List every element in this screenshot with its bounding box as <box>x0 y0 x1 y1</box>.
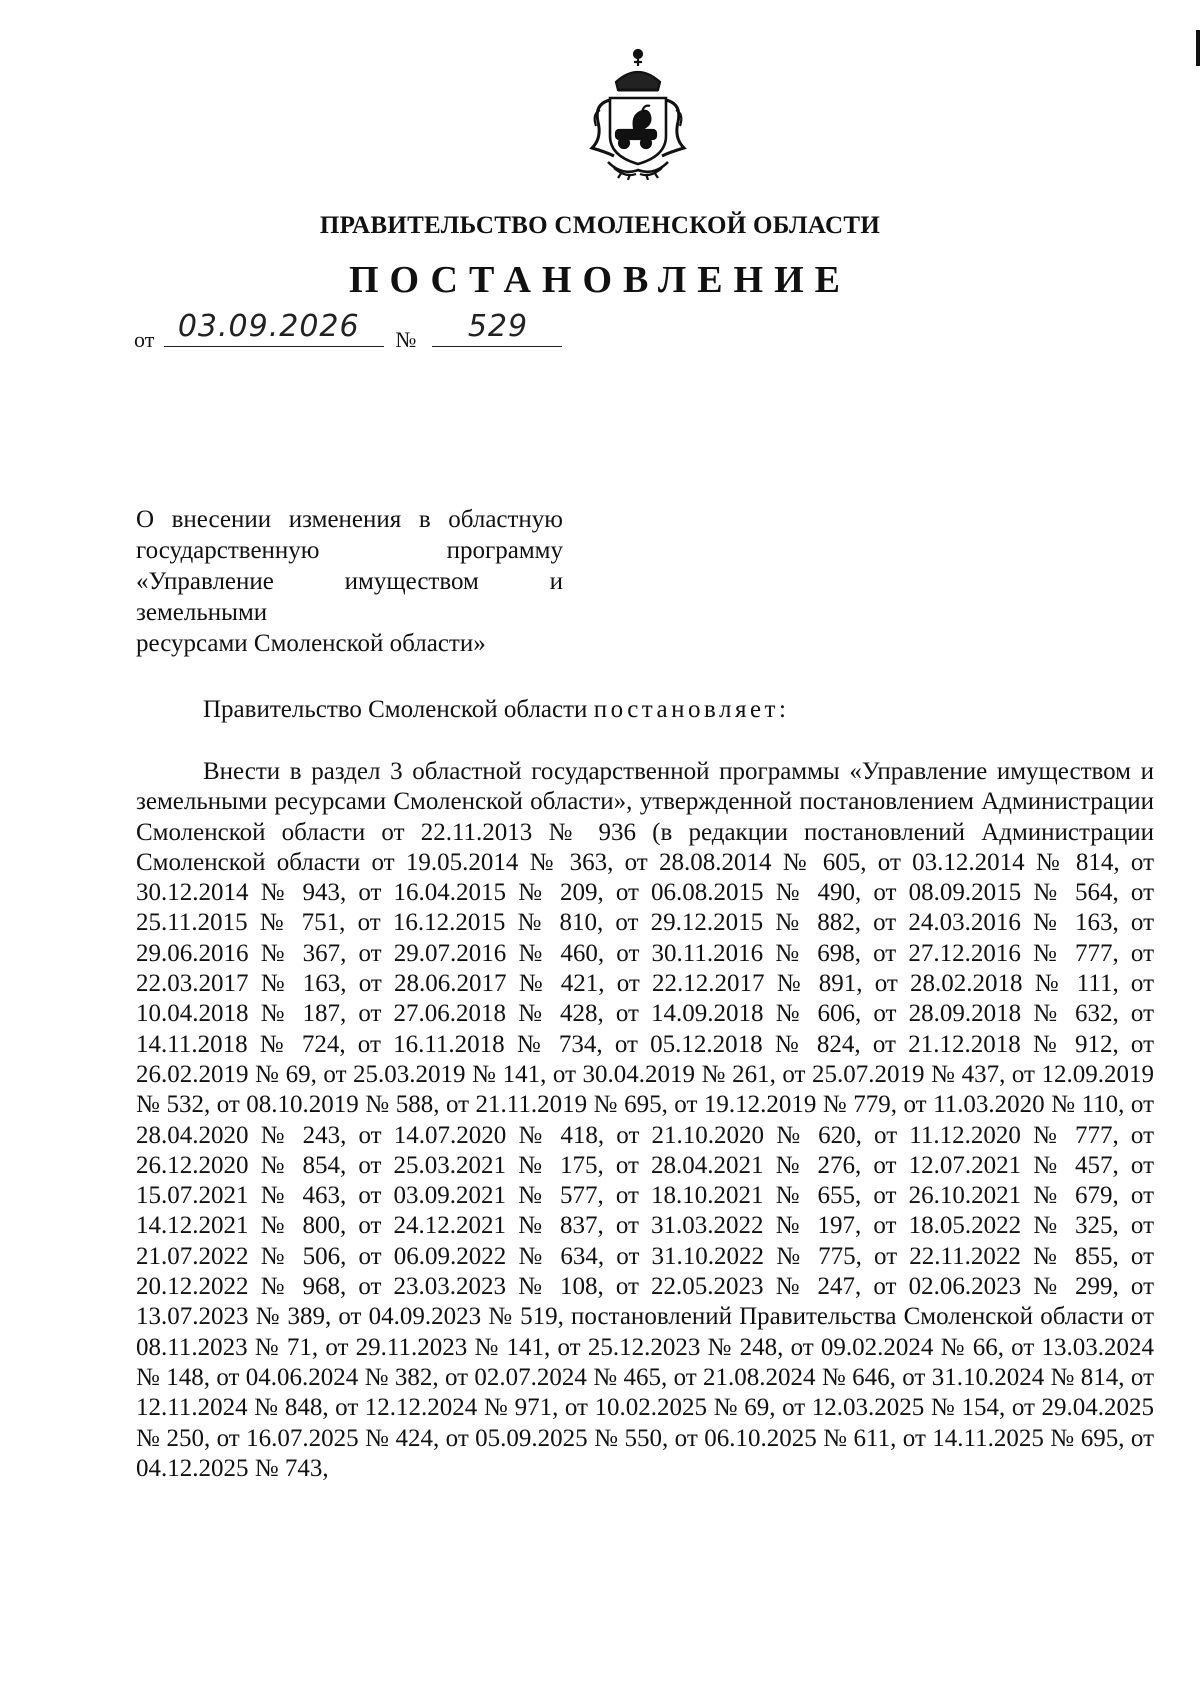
date-number-line <box>134 309 562 353</box>
smolensk-coat-of-arms-icon <box>578 44 698 180</box>
date-field <box>164 309 384 347</box>
handwritten-number: 529 <box>467 309 529 344</box>
preamble-verb: постановляет: <box>593 696 790 723</box>
scan-edge-mark <box>1196 30 1200 66</box>
document-subject <box>136 504 563 659</box>
document-type-heading: ПОСТАНОВЛЕНИЕ <box>348 259 852 301</box>
subject-text: О внесении изменения в областную государственную программу «Управление имуществом и земельными <box>136 506 563 626</box>
organization-title: ПРАВИТЕЛЬСТВО СМОЛЕНСКОЙ ОБЛАСТИ <box>319 212 881 239</box>
body-paragraph: Внести в раздел 3 областной государственной программы «Управление имуществом и земельными ресурсами Смоленской области», утвержденной постановлением Администрации Смоленской области от 22.11.2013 № 936 (в редакции постановлений Администрации Смоленской области от 19.05.2014 № 363, от 28.08.2014 № 605, от 03.12.2014 № 814, от 30.12.2014 № 943, от 16.04.2015 № 209, от 06.08.2015 № 490, от 08.09.2015 № 564, от 25.11.2015 № 751, от 16.12.2015 № 810, от 29.12.2015 № 882, от 24.03.2016 № 163, от 29.06.2016 № 367, от 29.07.2016 № 460, от 30.11.2016 № 698, от 27.12.2016 № 777, от 22.03.2017 № 163, от 28.06.2017 № 421, от 22.12.2017 № 891, от 28.02.2018 № 111, от 10.04.2018 № 187, от 27.06.2018 № 428, от 14.09.2018 № 606, от 28.09.2018 № 632, от 14.11.2018 № 724, от 16.11.2018 № 734, от 05.12.2018 № 824, от 21.12.2018 № 912, от 26.02.2019 № 69, от 25.03.2019 № 141, от 30.04.2019 № 261, от 25.07.2019 № 437, от 12.09.2019 № 532, от 08.10.2019 № 588, от 21.11.2019 № 695, от 19.12.2019 № 779, от 11.03.2020 № 110, от 28.04.2020 № 243, от 14.07.2020 № 418, от 21.10.2020 № 620, от 11.12.2020 № 777, от 26.12.2020 № 854, от 25.03.2021 № 175, от 28.04.2021 № 276, от 12.07.2021 № 457, от 15.07.2021 № 463, от 03.09.2021 № 577, от 18.10.2021 № 655, от 26.10.2021 № 679, от 14.12.2021 № 800, от 24.12.2021 № 837, от 31.03.2022 № 197, от 18.05.2022 № 325, от 21.07.2022 № 506, от 06.09.2022 № 634, от 31.10.2022 № 775, от 22.11.2022 № 855, от 20.12.2022 № 968, от 23.03.2023 № 108, от 22.05.2023 № 247, от 02.06.2023 № 299, от 13.07.2023 № 389, от 04.09.2023 № 519, постановлений Правительства Смоленской области от 08.11.2023 № 71, от 29.11.2023 № 141, от 25.12.2023 № 248, от 09.02.2024 № 66, от 13.03.2024 № 148, от 04.06.2024 № 382, от 02.07.2024 № 465, от 21.08.2024 № 646, от 31.10.2024 № 814, от 12.11.2024 № 848, от 12.12.2024 № 971, от 10.02.2025 № 69, от 12.03.2025 № 154, от 29.04.2025 № 250, от 16.07.2025 № 424, от 05.09.2025 № 550, от 06.10.2025 № 611, от 14.11.2025 № 695, от 04.12.2025 № 743, <box>136 758 1154 1482</box>
number-field <box>432 309 562 347</box>
subject-text-last-line: ресурсами Смоленской области» <box>136 630 486 657</box>
number-sign: № <box>395 327 417 352</box>
preamble <box>203 696 789 724</box>
date-prefix: от <box>134 327 155 352</box>
preamble-text: Правительство Смоленской области <box>203 696 588 723</box>
handwritten-date: 03.09.2026 <box>177 309 360 344</box>
